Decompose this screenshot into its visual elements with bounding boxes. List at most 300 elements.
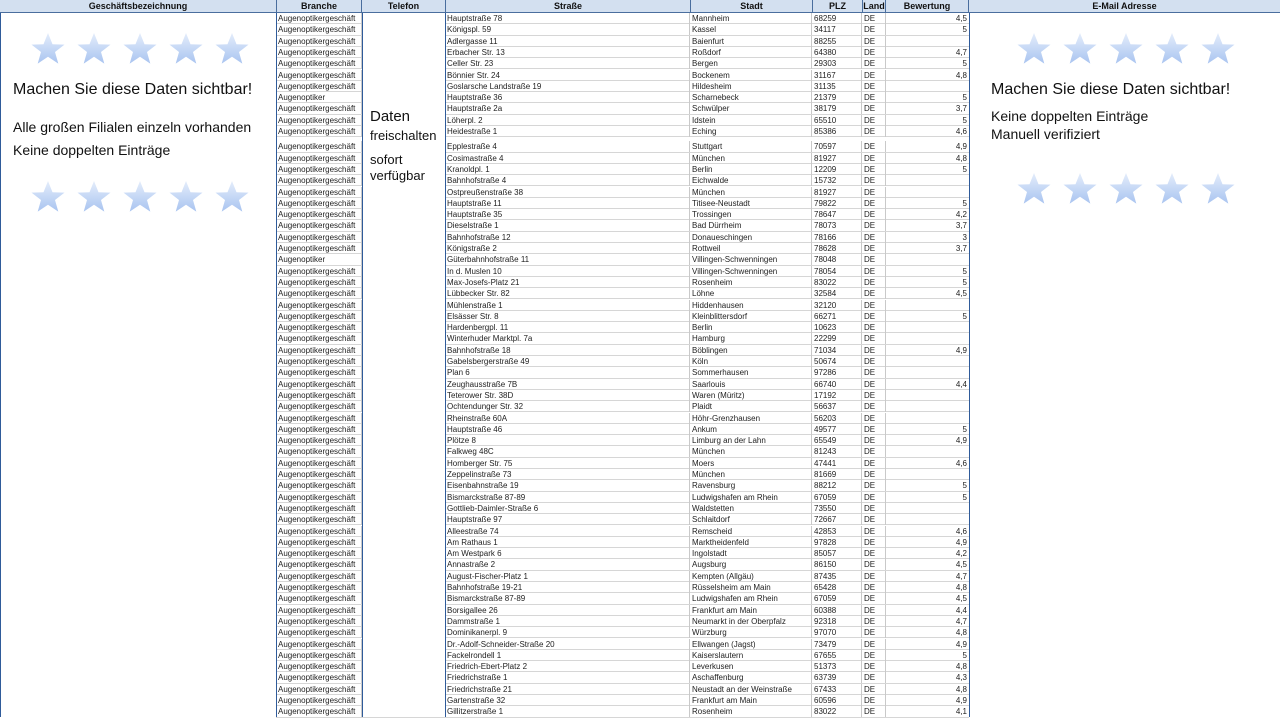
- cell-land[interactable]: DE: [862, 706, 886, 717]
- cell-strasse[interactable]: Lübbecker Str. 82: [445, 288, 690, 299]
- cell-plz[interactable]: 78628: [812, 243, 862, 254]
- cell-land[interactable]: DE: [862, 684, 886, 695]
- cell-strasse[interactable]: Zeughausstraße 7B: [445, 379, 690, 390]
- cell-bewertung[interactable]: 4,6: [955, 127, 967, 136]
- cell-branche[interactable]: Augenoptikergeschäft: [276, 126, 362, 137]
- cell-land[interactable]: DE: [862, 115, 886, 126]
- cell-bewertung[interactable]: 3,7: [955, 221, 967, 231]
- cell-land[interactable]: DE: [862, 537, 886, 548]
- cell-stadt[interactable]: Titisee-Neustadt: [690, 198, 812, 209]
- cell-bewertung[interactable]: [886, 36, 969, 47]
- cell-branche[interactable]: Augenoptikergeschäft: [276, 571, 362, 582]
- cell-bewertung[interactable]: 4,1: [955, 707, 967, 717]
- cell-strasse[interactable]: Friedrichstraße 1: [445, 672, 690, 683]
- cell-stadt[interactable]: Aschaffenburg: [690, 672, 812, 683]
- cell-strasse[interactable]: Am Westpark 6: [445, 548, 690, 559]
- cell-plz[interactable]: 97070: [812, 627, 862, 638]
- cell-branche[interactable]: Augenoptikergeschäft: [276, 684, 362, 695]
- cell-land[interactable]: DE: [862, 559, 886, 570]
- cell-stadt[interactable]: Ingolstadt: [690, 548, 812, 559]
- cell-strasse[interactable]: Gottlieb-Daimler-Straße 6: [445, 503, 690, 514]
- cell-plz[interactable]: 56203: [812, 413, 862, 424]
- cell-branche[interactable]: Augenoptikergeschäft: [276, 288, 362, 299]
- cell-bewertung[interactable]: [886, 187, 969, 198]
- cell-branche[interactable]: Augenoptikergeschäft: [276, 243, 362, 254]
- header-stadt[interactable]: Stadt: [691, 0, 813, 12]
- header-strasse[interactable]: Straße: [446, 0, 691, 12]
- cell-land[interactable]: DE: [862, 311, 886, 322]
- cell-bewertung[interactable]: [886, 333, 969, 344]
- cell-land[interactable]: DE: [862, 367, 886, 378]
- cell-strasse[interactable]: Annastraße 2: [445, 559, 690, 570]
- cell-strasse[interactable]: Borsigallee 26: [445, 605, 690, 616]
- cell-land[interactable]: DE: [862, 13, 886, 24]
- cell-branche[interactable]: Augenoptikergeschäft: [276, 492, 362, 503]
- cell-land[interactable]: DE: [862, 288, 886, 299]
- cell-strasse[interactable]: Eisenbahnstraße 19: [445, 480, 690, 491]
- cell-bewertung[interactable]: 5: [962, 650, 967, 660]
- cell-bewertung[interactable]: 4,9: [955, 696, 967, 705]
- cell-stadt[interactable]: Köln: [690, 356, 812, 367]
- cell-bewertung[interactable]: 5: [962, 492, 967, 502]
- cell-strasse[interactable]: Kranoldpl. 1: [445, 164, 690, 175]
- cell-plz[interactable]: 56637: [812, 401, 862, 412]
- cell-bewertung[interactable]: 3: [962, 232, 967, 242]
- cell-branche[interactable]: Augenoptikergeschäft: [276, 333, 362, 344]
- cell-stadt[interactable]: Trossingen: [690, 209, 812, 220]
- cell-stadt[interactable]: Sommerhausen: [690, 367, 812, 378]
- cell-plz[interactable]: 78073: [812, 220, 862, 231]
- cell-plz[interactable]: 92318: [812, 616, 862, 627]
- cell-branche[interactable]: Augenoptikergeschäft: [276, 469, 362, 480]
- cell-stadt[interactable]: Hildesheim: [690, 81, 812, 92]
- cell-plz[interactable]: 65428: [812, 582, 862, 593]
- cell-bewertung[interactable]: 5: [962, 481, 967, 491]
- cell-stadt[interactable]: Donaueschingen: [690, 232, 812, 243]
- cell-land[interactable]: DE: [862, 605, 886, 616]
- cell-stadt[interactable]: Frankfurt am Main: [690, 695, 812, 706]
- cell-bewertung[interactable]: 4,8: [955, 684, 967, 694]
- cell-plz[interactable]: 65549: [812, 435, 862, 446]
- cell-strasse[interactable]: Hauptstraße 11: [445, 198, 690, 209]
- cell-land[interactable]: DE: [862, 526, 886, 537]
- cell-land[interactable]: DE: [862, 480, 886, 491]
- cell-strasse[interactable]: Alleestraße 74: [445, 526, 690, 537]
- cell-land[interactable]: DE: [862, 333, 886, 344]
- cell-stadt[interactable]: Ludwigshafen am Rhein: [690, 593, 812, 604]
- cell-stadt[interactable]: Waldstetten: [690, 503, 812, 514]
- cell-strasse[interactable]: Königstraße 2: [445, 243, 690, 254]
- cell-strasse[interactable]: Erbacher Str. 13: [445, 47, 690, 58]
- cell-branche[interactable]: Augenoptikergeschäft: [276, 435, 362, 446]
- cell-strasse[interactable]: Hardenbergpl. 11: [445, 322, 690, 333]
- cell-branche[interactable]: Augenoptikergeschäft: [276, 232, 362, 243]
- cell-strasse[interactable]: Celler Str. 23: [445, 58, 690, 69]
- cell-plz[interactable]: 29303: [812, 58, 862, 69]
- cell-branche[interactable]: Augenoptikergeschäft: [276, 367, 362, 378]
- cell-land[interactable]: DE: [862, 187, 886, 198]
- cell-branche[interactable]: Augenoptikergeschäft: [276, 356, 362, 367]
- cell-stadt[interactable]: Berlin: [690, 322, 812, 333]
- cell-branche[interactable]: Augenoptikergeschäft: [276, 47, 362, 58]
- cell-branche[interactable]: Augenoptikergeschäft: [276, 695, 362, 706]
- cell-stadt[interactable]: Augsburg: [690, 559, 812, 570]
- cell-branche[interactable]: Augenoptikergeschäft: [276, 401, 362, 412]
- cell-stadt[interactable]: Plaidt: [690, 401, 812, 412]
- cell-branche[interactable]: Augenoptikergeschäft: [276, 593, 362, 604]
- cell-stadt[interactable]: Bockenem: [690, 70, 812, 81]
- cell-plz[interactable]: 66271: [812, 311, 862, 322]
- cell-plz[interactable]: 81927: [812, 187, 862, 198]
- cell-plz[interactable]: 65510: [812, 115, 862, 126]
- cell-bewertung[interactable]: 4,2: [955, 549, 967, 559]
- cell-strasse[interactable]: Hauptstraße 97: [445, 514, 690, 525]
- cell-bewertung[interactable]: 3,7: [955, 104, 967, 114]
- cell-strasse[interactable]: Ostpreußenstraße 38: [445, 187, 690, 198]
- cell-branche[interactable]: Augenoptikergeschäft: [276, 503, 362, 514]
- cell-branche[interactable]: Augenoptikergeschäft: [276, 58, 362, 69]
- cell-plz[interactable]: 88255: [812, 36, 862, 47]
- cell-strasse[interactable]: Teterower Str. 38D: [445, 390, 690, 401]
- cell-branche[interactable]: Augenoptikergeschäft: [276, 266, 362, 277]
- cell-branche[interactable]: Augenoptiker: [276, 92, 362, 103]
- cell-plz[interactable]: 15732: [812, 175, 862, 186]
- cell-bewertung[interactable]: 4,9: [955, 537, 967, 547]
- cell-plz[interactable]: 78048: [812, 254, 862, 265]
- cell-plz[interactable]: 81927: [812, 153, 862, 164]
- cell-stadt[interactable]: Rüsselsheim am Main: [690, 582, 812, 593]
- cell-branche[interactable]: Augenoptikergeschäft: [276, 13, 362, 24]
- cell-strasse[interactable]: Hauptstraße 35: [445, 209, 690, 220]
- cell-branche[interactable]: Augenoptikergeschäft: [276, 300, 362, 311]
- cell-stadt[interactable]: Remscheid: [690, 526, 812, 537]
- cell-plz[interactable]: 64380: [812, 47, 862, 58]
- cell-land[interactable]: DE: [862, 458, 886, 469]
- cell-bewertung[interactable]: 4,7: [955, 571, 967, 581]
- cell-stadt[interactable]: Moers: [690, 458, 812, 469]
- cell-land[interactable]: DE: [862, 413, 886, 424]
- cell-land[interactable]: DE: [862, 401, 886, 412]
- cell-plz[interactable]: 73550: [812, 503, 862, 514]
- cell-bewertung[interactable]: 4,6: [955, 458, 967, 468]
- cell-branche[interactable]: Augenoptikergeschäft: [276, 537, 362, 548]
- cell-stadt[interactable]: Leverkusen: [690, 661, 812, 672]
- cell-branche[interactable]: Augenoptikergeschäft: [276, 311, 362, 322]
- cell-plz[interactable]: 70597: [812, 141, 862, 152]
- cell-bewertung[interactable]: 4,8: [955, 583, 967, 592]
- cell-branche[interactable]: Augenoptikergeschäft: [276, 81, 362, 92]
- cell-plz[interactable]: 71034: [812, 345, 862, 356]
- cell-strasse[interactable]: Mühlenstraße 1: [445, 300, 690, 311]
- cell-land[interactable]: DE: [862, 58, 886, 69]
- cell-bewertung[interactable]: 4,9: [955, 345, 967, 355]
- cell-bewertung[interactable]: 4,3: [955, 673, 967, 683]
- cell-branche[interactable]: Augenoptikergeschäft: [276, 605, 362, 616]
- cell-stadt[interactable]: Mannheim: [690, 13, 812, 24]
- cell-land[interactable]: DE: [862, 345, 886, 356]
- cell-stadt[interactable]: München: [690, 446, 812, 457]
- cell-bewertung[interactable]: 4,7: [955, 616, 967, 626]
- cell-strasse[interactable]: Hauptstraße 78: [445, 13, 690, 24]
- cell-plz[interactable]: 63739: [812, 672, 862, 683]
- cell-land[interactable]: DE: [862, 616, 886, 627]
- cell-strasse[interactable]: Homberger Str. 75: [445, 458, 690, 469]
- cell-bewertung[interactable]: 4,9: [955, 436, 967, 446]
- header-land[interactable]: Land: [863, 1, 885, 11]
- cell-strasse[interactable]: Epplestraße 4: [445, 141, 690, 152]
- cell-land[interactable]: DE: [862, 70, 886, 81]
- cell-land[interactable]: DE: [862, 469, 886, 480]
- cell-plz[interactable]: 85386: [812, 126, 862, 137]
- cell-plz[interactable]: 50674: [812, 356, 862, 367]
- cell-branche[interactable]: Augenoptikergeschäft: [276, 187, 362, 198]
- cell-stadt[interactable]: Roßdorf: [690, 47, 812, 58]
- cell-stadt[interactable]: Würzburg: [690, 627, 812, 638]
- cell-plz[interactable]: 12209: [812, 164, 862, 175]
- cell-land[interactable]: DE: [862, 322, 886, 333]
- cell-land[interactable]: DE: [862, 92, 886, 103]
- cell-branche[interactable]: Augenoptikergeschäft: [276, 36, 362, 47]
- cell-strasse[interactable]: Max-Josefs-Platz 21: [445, 277, 690, 288]
- cell-stadt[interactable]: Villingen-Schwenningen: [690, 254, 812, 265]
- cell-strasse[interactable]: Bahnhofstraße 19-21: [445, 582, 690, 593]
- cell-plz[interactable]: 78647: [812, 209, 862, 220]
- cell-stadt[interactable]: Waren (Müritz): [690, 390, 812, 401]
- cell-land[interactable]: DE: [862, 300, 886, 311]
- cell-stadt[interactable]: Villingen-Schwenningen: [690, 266, 812, 277]
- cell-land[interactable]: DE: [862, 198, 886, 209]
- cell-branche[interactable]: Augenoptikergeschäft: [276, 70, 362, 81]
- cell-land[interactable]: DE: [862, 695, 886, 706]
- cell-strasse[interactable]: Bahnhofstraße 12: [445, 232, 690, 243]
- cell-stadt[interactable]: Kaiserslautern: [690, 650, 812, 661]
- cell-plz[interactable]: 67059: [812, 593, 862, 604]
- cell-strasse[interactable]: In d. Muslen 10: [445, 266, 690, 277]
- cell-bewertung[interactable]: [886, 469, 969, 480]
- cell-bewertung[interactable]: [886, 367, 969, 378]
- cell-stadt[interactable]: Neumarkt in der Oberpfalz: [690, 616, 812, 627]
- cell-land[interactable]: DE: [862, 424, 886, 435]
- cell-strasse[interactable]: Bismarckstraße 87-89: [445, 492, 690, 503]
- header-email[interactable]: E-Mail Adresse: [1092, 1, 1157, 11]
- cell-stadt[interactable]: Marktheidenfeld: [690, 537, 812, 548]
- cell-bewertung[interactable]: 4,4: [955, 605, 967, 615]
- cell-bewertung[interactable]: 4,8: [955, 153, 967, 163]
- cell-strasse[interactable]: Bismarckstraße 87-89: [445, 593, 690, 604]
- cell-land[interactable]: DE: [862, 435, 886, 446]
- cell-strasse[interactable]: Am Rathaus 1: [445, 537, 690, 548]
- cell-land[interactable]: DE: [862, 379, 886, 390]
- cell-strasse[interactable]: Königspl. 59: [445, 24, 690, 35]
- cell-plz[interactable]: 51373: [812, 661, 862, 672]
- cell-strasse[interactable]: Dr.-Adolf-Schneider-Straße 20: [445, 639, 690, 650]
- cell-stadt[interactable]: Ravensburg: [690, 480, 812, 491]
- cell-branche[interactable]: Augenoptikergeschäft: [276, 390, 362, 401]
- cell-land[interactable]: DE: [862, 627, 886, 638]
- cell-stadt[interactable]: Saarlouis: [690, 379, 812, 390]
- cell-strasse[interactable]: Hauptstraße 2a: [445, 103, 690, 114]
- cell-bewertung[interactable]: 4,5: [955, 560, 967, 570]
- cell-strasse[interactable]: Gabelsbergerstraße 49: [445, 356, 690, 367]
- cell-stadt[interactable]: Eichwalde: [690, 175, 812, 186]
- cell-land[interactable]: DE: [862, 81, 886, 92]
- cell-land[interactable]: DE: [862, 24, 886, 35]
- cell-plz[interactable]: 78054: [812, 266, 862, 277]
- cell-bewertung[interactable]: [886, 81, 969, 92]
- cell-stadt[interactable]: Schwülper: [690, 103, 812, 114]
- cell-plz[interactable]: 83022: [812, 706, 862, 717]
- cell-bewertung[interactable]: [886, 401, 969, 412]
- cell-plz[interactable]: 97286: [812, 367, 862, 378]
- cell-strasse[interactable]: Fackelrondell 1: [445, 650, 690, 661]
- cell-stadt[interactable]: Böblingen: [690, 345, 812, 356]
- cell-branche[interactable]: Augenoptikergeschäft: [276, 706, 362, 717]
- cell-stadt[interactable]: Berlin: [690, 164, 812, 175]
- cell-branche[interactable]: Augenoptikergeschäft: [276, 526, 362, 537]
- cell-bewertung[interactable]: [886, 322, 969, 333]
- cell-branche[interactable]: Augenoptikergeschäft: [276, 672, 362, 683]
- cell-stadt[interactable]: Ludwigshafen am Rhein: [690, 492, 812, 503]
- cell-strasse[interactable]: Friedrichstraße 21: [445, 684, 690, 695]
- cell-branche[interactable]: Augenoptikergeschäft: [276, 650, 362, 661]
- cell-strasse[interactable]: Goslarsche Landstraße 19: [445, 81, 690, 92]
- cell-bewertung[interactable]: 5: [962, 115, 967, 125]
- cell-stadt[interactable]: Hamburg: [690, 333, 812, 344]
- cell-branche[interactable]: Augenoptikergeschäft: [276, 24, 362, 35]
- cell-land[interactable]: DE: [862, 639, 886, 650]
- cell-plz[interactable]: 83022: [812, 277, 862, 288]
- cell-land[interactable]: DE: [862, 514, 886, 525]
- cell-strasse[interactable]: Elsässer Str. 8: [445, 311, 690, 322]
- cell-plz[interactable]: 31135: [812, 81, 862, 92]
- header-branche[interactable]: Branche: [277, 0, 362, 12]
- cell-branche[interactable]: Augenoptikergeschäft: [276, 480, 362, 491]
- cell-stadt[interactable]: Scharnebeck: [690, 92, 812, 103]
- cell-land[interactable]: DE: [862, 209, 886, 220]
- cell-strasse[interactable]: Friedrich-Ebert-Platz 2: [445, 661, 690, 672]
- cell-stadt[interactable]: Eching: [690, 126, 812, 137]
- cell-stadt[interactable]: Idstein: [690, 115, 812, 126]
- cell-plz[interactable]: 60596: [812, 695, 862, 706]
- cell-bewertung[interactable]: 4,2: [955, 210, 967, 220]
- cell-plz[interactable]: 21379: [812, 92, 862, 103]
- cell-strasse[interactable]: Güterbahnhofstraße 11: [445, 254, 690, 265]
- cell-strasse[interactable]: Falkweg 48C: [445, 446, 690, 457]
- cell-branche[interactable]: Augenoptikergeschäft: [276, 345, 362, 356]
- cell-strasse[interactable]: Plan 6: [445, 367, 690, 378]
- cell-plz[interactable]: 32584: [812, 288, 862, 299]
- cell-land[interactable]: DE: [862, 232, 886, 243]
- cell-plz[interactable]: 60388: [812, 605, 862, 616]
- cell-branche[interactable]: Augenoptikergeschäft: [276, 153, 362, 164]
- cell-branche[interactable]: Augenoptikergeschäft: [276, 424, 362, 435]
- cell-plz[interactable]: 97828: [812, 537, 862, 548]
- cell-stadt[interactable]: Neustadt an der Weinstraße: [690, 684, 812, 695]
- cell-strasse[interactable]: Dammstraße 1: [445, 616, 690, 627]
- cell-strasse[interactable]: Adlergasse 11: [445, 36, 690, 47]
- cell-plz[interactable]: 49577: [812, 424, 862, 435]
- cell-plz[interactable]: 72667: [812, 514, 862, 525]
- cell-bewertung[interactable]: 4,5: [955, 594, 967, 604]
- cell-branche[interactable]: Augenoptikergeschäft: [276, 103, 362, 114]
- cell-land[interactable]: DE: [862, 661, 886, 672]
- cell-land[interactable]: DE: [862, 390, 886, 401]
- cell-plz[interactable]: 34117: [812, 24, 862, 35]
- cell-bewertung[interactable]: 4,7: [955, 47, 967, 57]
- cell-land[interactable]: DE: [862, 277, 886, 288]
- cell-branche[interactable]: Augenoptikergeschäft: [276, 559, 362, 570]
- cell-plz[interactable]: 67059: [812, 492, 862, 503]
- cell-branche[interactable]: Augenoptikergeschäft: [276, 379, 362, 390]
- cell-branche[interactable]: Augenoptikergeschäft: [276, 548, 362, 559]
- cell-bewertung[interactable]: 5: [962, 25, 967, 35]
- cell-strasse[interactable]: Plötze 8: [445, 435, 690, 446]
- cell-branche[interactable]: Augenoptikergeschäft: [276, 322, 362, 333]
- cell-strasse[interactable]: Gillitzerstraße 1: [445, 706, 690, 717]
- cell-plz[interactable]: 86150: [812, 559, 862, 570]
- cell-branche[interactable]: Augenoptikergeschäft: [276, 458, 362, 469]
- cell-bewertung[interactable]: 4,8: [955, 70, 967, 80]
- cell-land[interactable]: DE: [862, 220, 886, 231]
- cell-strasse[interactable]: Bahnhofstraße 18: [445, 345, 690, 356]
- cell-branche[interactable]: Augenoptikergeschäft: [276, 164, 362, 175]
- cell-branche[interactable]: Augenoptikergeschäft: [276, 639, 362, 650]
- cell-land[interactable]: DE: [862, 175, 886, 186]
- cell-stadt[interactable]: Schlaitdorf: [690, 514, 812, 525]
- cell-bewertung[interactable]: 5: [962, 311, 967, 321]
- cell-bewertung[interactable]: 3,7: [955, 244, 967, 253]
- cell-bewertung[interactable]: 4,8: [955, 628, 967, 638]
- cell-branche[interactable]: Augenoptikergeschäft: [276, 446, 362, 457]
- cell-bewertung[interactable]: 5: [962, 93, 967, 103]
- cell-land[interactable]: DE: [862, 650, 886, 661]
- cell-plz[interactable]: 42853: [812, 526, 862, 537]
- cell-plz[interactable]: 67655: [812, 650, 862, 661]
- cell-plz[interactable]: 32120: [812, 300, 862, 311]
- cell-bewertung[interactable]: 5: [962, 277, 967, 287]
- cell-bewertung[interactable]: [886, 175, 969, 186]
- cell-land[interactable]: DE: [862, 266, 886, 277]
- cell-land[interactable]: DE: [862, 243, 886, 254]
- cell-stadt[interactable]: Stuttgart: [690, 141, 812, 152]
- cell-bewertung[interactable]: 5: [962, 424, 967, 434]
- cell-branche[interactable]: Augenoptikergeschäft: [276, 198, 362, 209]
- cell-bewertung[interactable]: [886, 514, 969, 525]
- cell-bewertung[interactable]: 4,5: [955, 14, 967, 23]
- cell-stadt[interactable]: Bad Dürrheim: [690, 220, 812, 231]
- cell-land[interactable]: DE: [862, 571, 886, 582]
- cell-stadt[interactable]: München: [690, 187, 812, 198]
- cell-plz[interactable]: 81243: [812, 446, 862, 457]
- cell-strasse[interactable]: Bahnhofstraße 4: [445, 175, 690, 186]
- cell-plz[interactable]: 81669: [812, 469, 862, 480]
- cell-stadt[interactable]: Hiddenhausen: [690, 300, 812, 311]
- cell-branche[interactable]: Augenoptikergeschäft: [276, 141, 362, 152]
- cell-land[interactable]: DE: [862, 356, 886, 367]
- cell-land[interactable]: DE: [862, 164, 886, 175]
- header-plz[interactable]: PLZ: [813, 0, 863, 12]
- header-telefon[interactable]: Telefon: [362, 0, 446, 12]
- cell-bewertung[interactable]: 5: [962, 164, 967, 174]
- cell-plz[interactable]: 47441: [812, 458, 862, 469]
- cell-branche[interactable]: Augenoptikergeschäft: [276, 627, 362, 638]
- cell-stadt[interactable]: Löhne: [690, 288, 812, 299]
- cell-strasse[interactable]: Ochtendunger Str. 32: [445, 401, 690, 412]
- cell-strasse[interactable]: Rheinstraße 60A: [445, 413, 690, 424]
- cell-bewertung[interactable]: 4,9: [955, 142, 967, 152]
- cell-branche[interactable]: Augenoptikergeschäft: [276, 115, 362, 126]
- cell-plz[interactable]: 79822: [812, 198, 862, 209]
